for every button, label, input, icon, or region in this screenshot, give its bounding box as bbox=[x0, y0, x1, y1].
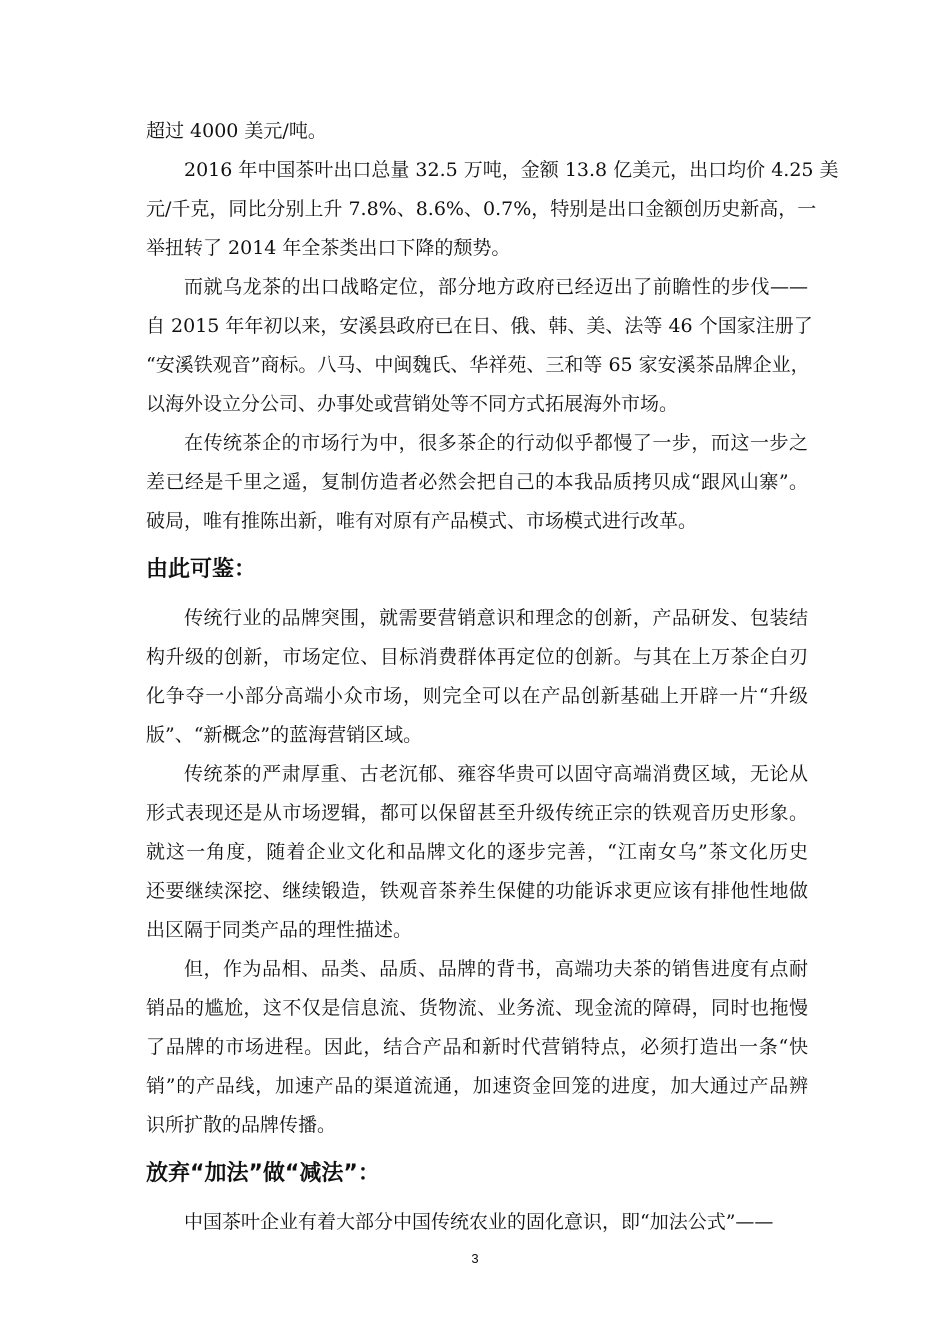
paragraph bbox=[146, 424, 808, 541]
paragraph bbox=[146, 1203, 808, 1242]
paragraph bbox=[146, 950, 808, 1145]
paragraph bbox=[146, 755, 808, 950]
page-number: 3 bbox=[471, 1251, 479, 1266]
text-line: 差已经是千里之遥，复制仿造者必然会把自己的本我品质拷贝成“跟风山寨”。 bbox=[146, 471, 808, 493]
text-line: 举扭转了 2014 年全茶类出口下降的颓势。 bbox=[146, 237, 511, 259]
text-line: 以海外设立分公司、办事处或营销处等不同方式拓展海外市场。 bbox=[146, 393, 679, 415]
text-line: 就这一角度，随着企业文化和品牌文化的逐步完善，“江南女乌”茶文化历史 bbox=[146, 841, 808, 863]
paragraph bbox=[146, 599, 808, 755]
text-line: 破局，唯有推陈出新，唯有对原有产品模式、市场模式进行改革。 bbox=[146, 510, 698, 532]
text-line: 在传统茶企的市场行为中，很多茶企的行动似乎都慢了一步，而这一步之 bbox=[184, 432, 808, 454]
section-heading: 放弃“加法”做“减法”： bbox=[146, 1161, 380, 1186]
text-line: 版”、“新概念”的蓝海营销区域。 bbox=[146, 724, 423, 746]
paragraph bbox=[146, 112, 808, 151]
text-line: 超过 4000 美元/吨。 bbox=[146, 120, 327, 142]
text-line: 元/千克，同比分别上升 7.8%、8.6%、0.7%，特别是出口金额创历史新高，一 bbox=[146, 198, 817, 220]
text-line: 识所扩散的品牌传播。 bbox=[146, 1114, 337, 1136]
text-line: 传统行业的品牌突围，就需要营销意识和理念的创新，产品研发、包装结 bbox=[184, 607, 808, 629]
text-line: 形式表现还是从市场逻辑，都可以保留甚至升级传统正宗的铁观音历史形象。 bbox=[146, 802, 808, 824]
text-line: 传统茶的严肃厚重、古老沉郁、雍容华贵可以固守高端消费区域，无论从 bbox=[184, 763, 808, 785]
text-line: “安溪铁观音”商标。八马、中闽魏氏、华祥苑、三和等 65 家安溪茶品牌企业， bbox=[146, 354, 810, 376]
text-line: 而就乌龙茶的出口战略定位，部分地方政府已经迈出了前瞻性的步伐—— bbox=[184, 276, 808, 298]
text-line: 销品的尴尬，这不仅是信息流、货物流、业务流、现金流的障碍，同时也拖慢 bbox=[146, 997, 808, 1019]
paragraph bbox=[146, 151, 839, 268]
section-heading: 由此可鉴： bbox=[146, 557, 257, 582]
text-line: 中国茶叶企业有着大部分中国传统农业的固化意识，即“加法公式”—— bbox=[184, 1211, 774, 1233]
text-line: 但，作为品相、品类、品质、品牌的背书，高端功夫茶的销售进度有点耐 bbox=[184, 958, 808, 980]
text-line: 2016 年中国茶叶出口总量 32.5 万吨，金额 13.8 亿美元，出口均价 4.25 美 bbox=[184, 159, 839, 181]
text-line: 自 2015 年年初以来，安溪县政府已在日、俄、韩、美、法等 46 个国家注册了 bbox=[146, 315, 813, 337]
text-line: 销”的产品线，加速产品的渠道流通，加速资金回笼的进度，加大通过产品辨 bbox=[146, 1075, 808, 1097]
text-line: 构升级的创新，市场定位、目标消费群体再定位的创新。与其在上万茶企白刃 bbox=[146, 646, 808, 668]
paragraph bbox=[146, 268, 813, 424]
text-line: 了品牌的市场进程。因此，结合产品和新时代营销特点，必须打造出一条“快 bbox=[146, 1036, 808, 1058]
text-line: 化争夺一小部分高端小众市场，则完全可以在产品创新基础上开辟一片“升级 bbox=[146, 685, 808, 707]
document-page bbox=[146, 112, 839, 1242]
text-line: 还要继续深挖、继续锻造，铁观音茶养生保健的功能诉求更应该有排他性地做 bbox=[146, 880, 808, 902]
text-line: 出区隔于同类产品的理性描述。 bbox=[146, 919, 413, 941]
